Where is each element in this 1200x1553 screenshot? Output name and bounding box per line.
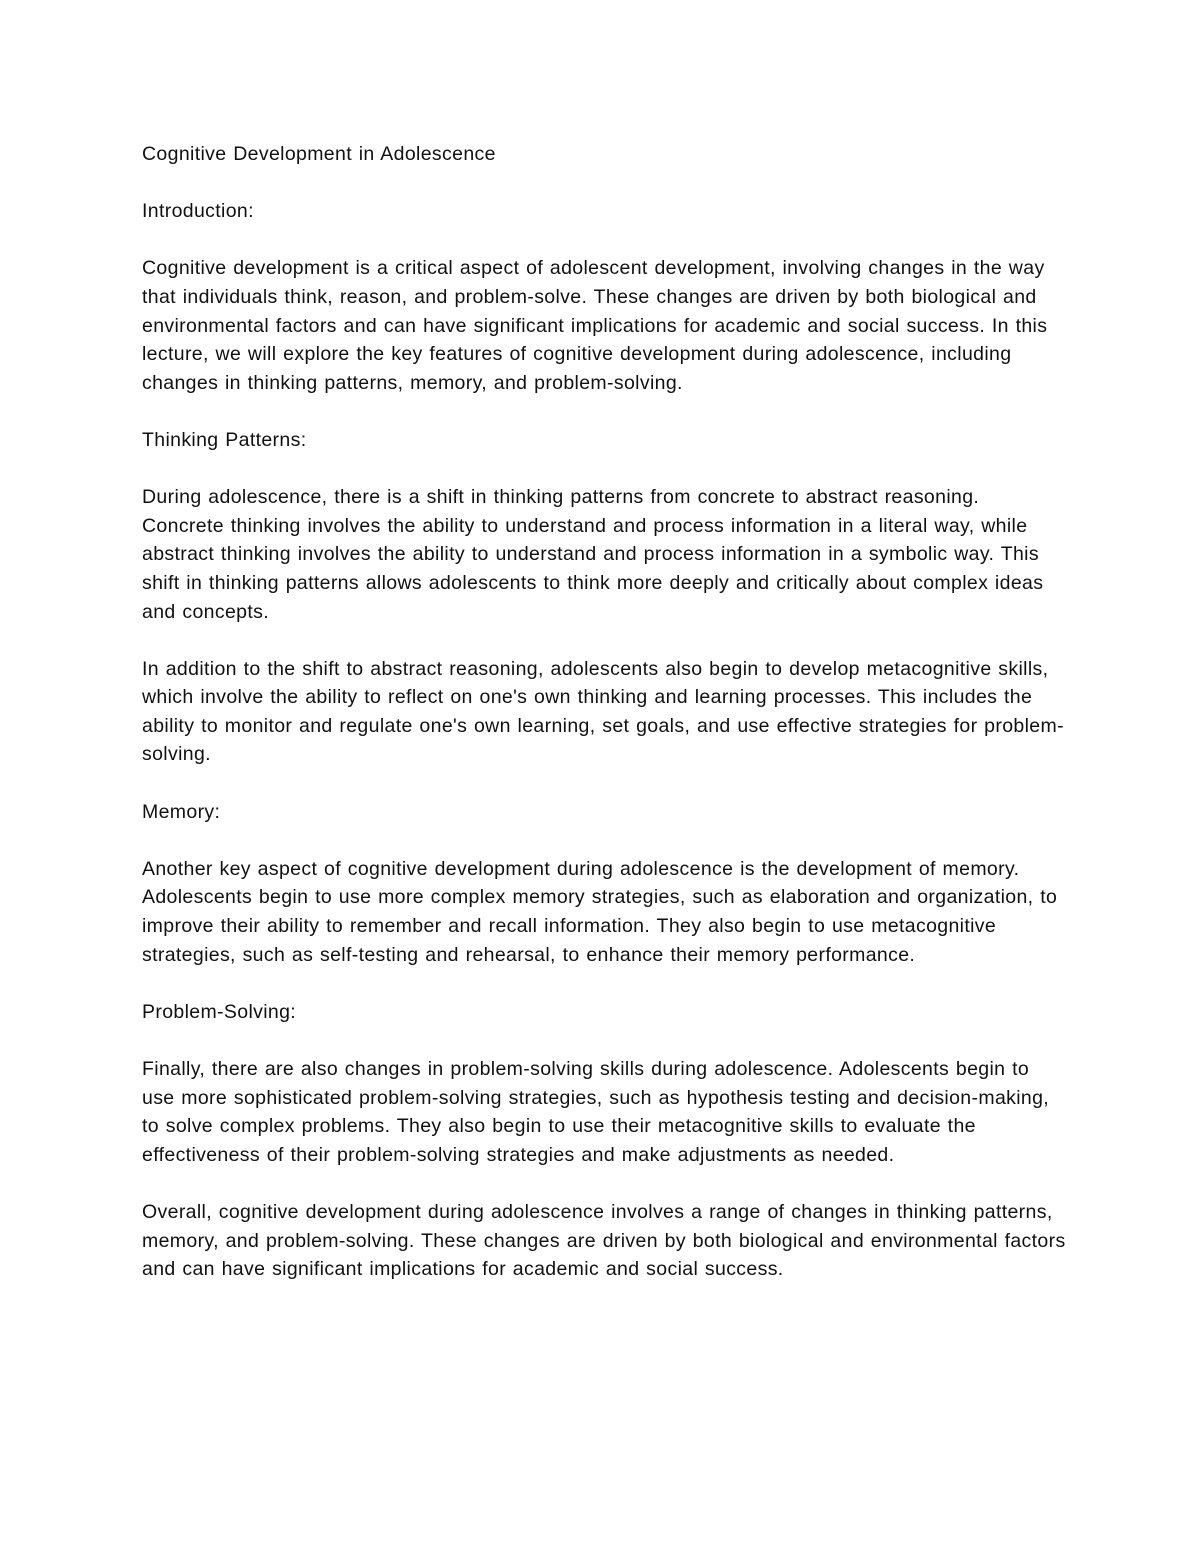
memory-paragraph: Another key aspect of cognitive development during adolescence is the development of memory. Adolescents begin to use more complex memory strategies, such as elaboration and organization, to improve their ability to remember and recall information. They also begin to use metacognitive strategies, such as self-testing and rehearsal, to enhance their memory performance. xyxy=(142,857,1058,966)
introduction-paragraph: Cognitive development is a critical aspect of adolescent development, involving changes in the way that individuals think, reason, and problem-solve. These changes are driven by both biological and environmental factors and can have significant implications for academic and social success. In this lecture, we will explore the key features of cognitive development during adolescence, including changes in thinking patterns, memory, and problem-solving. xyxy=(142,257,1048,394)
document-title: Cognitive Development in Adolescence xyxy=(142,143,496,165)
introduction-heading: Introduction: xyxy=(142,200,254,223)
thinking-patterns-heading: Thinking Patterns: xyxy=(142,428,307,451)
thinking-patterns-paragraph-2: In addition to the shift to abstract reasoning, adolescents also begin to develop metacognitive skills, which involve the ability to reflect on one's own thinking and learning processes. This includes the ability to monitor and regulate one's own learning, set goals, and use effective strategies for problem-solving. xyxy=(142,657,1064,766)
thinking-patterns-paragraph-1: During adolescence, there is a shift in thinking patterns from concrete to abstract reasoning. Concrete thinking involves the ability to understand and process information in a literal way, while abstract thinking involves the ability to understand and process information in a symbolic way. This shift in thinking patterns allows adolescents to think more deeply and critically about complex ideas and concepts. xyxy=(142,486,1044,623)
conclusion-paragraph: Overall, cognitive development during adolescence involves a range of changes in thinking patterns, memory, and problem-solving. These changes are driven by both biological and environmental factors and can have significant implications for academic and social success. xyxy=(142,1200,1066,1281)
memory-heading: Memory: xyxy=(142,800,221,823)
problem-solving-heading: Problem-Solving: xyxy=(142,1000,297,1023)
document-body xyxy=(142,140,1067,1312)
problem-solving-paragraph: Finally, there are also changes in problem-solving skills during adolescence. Adolescents begin to use more sophisticated problem-solving strategies, such as hypothesis testing and decision-making, to solve complex problems. They also begin to use their metacognitive skills to evaluate the effectiveness of their problem-solving strategies and make adjustments as needed. xyxy=(142,1058,1050,1166)
